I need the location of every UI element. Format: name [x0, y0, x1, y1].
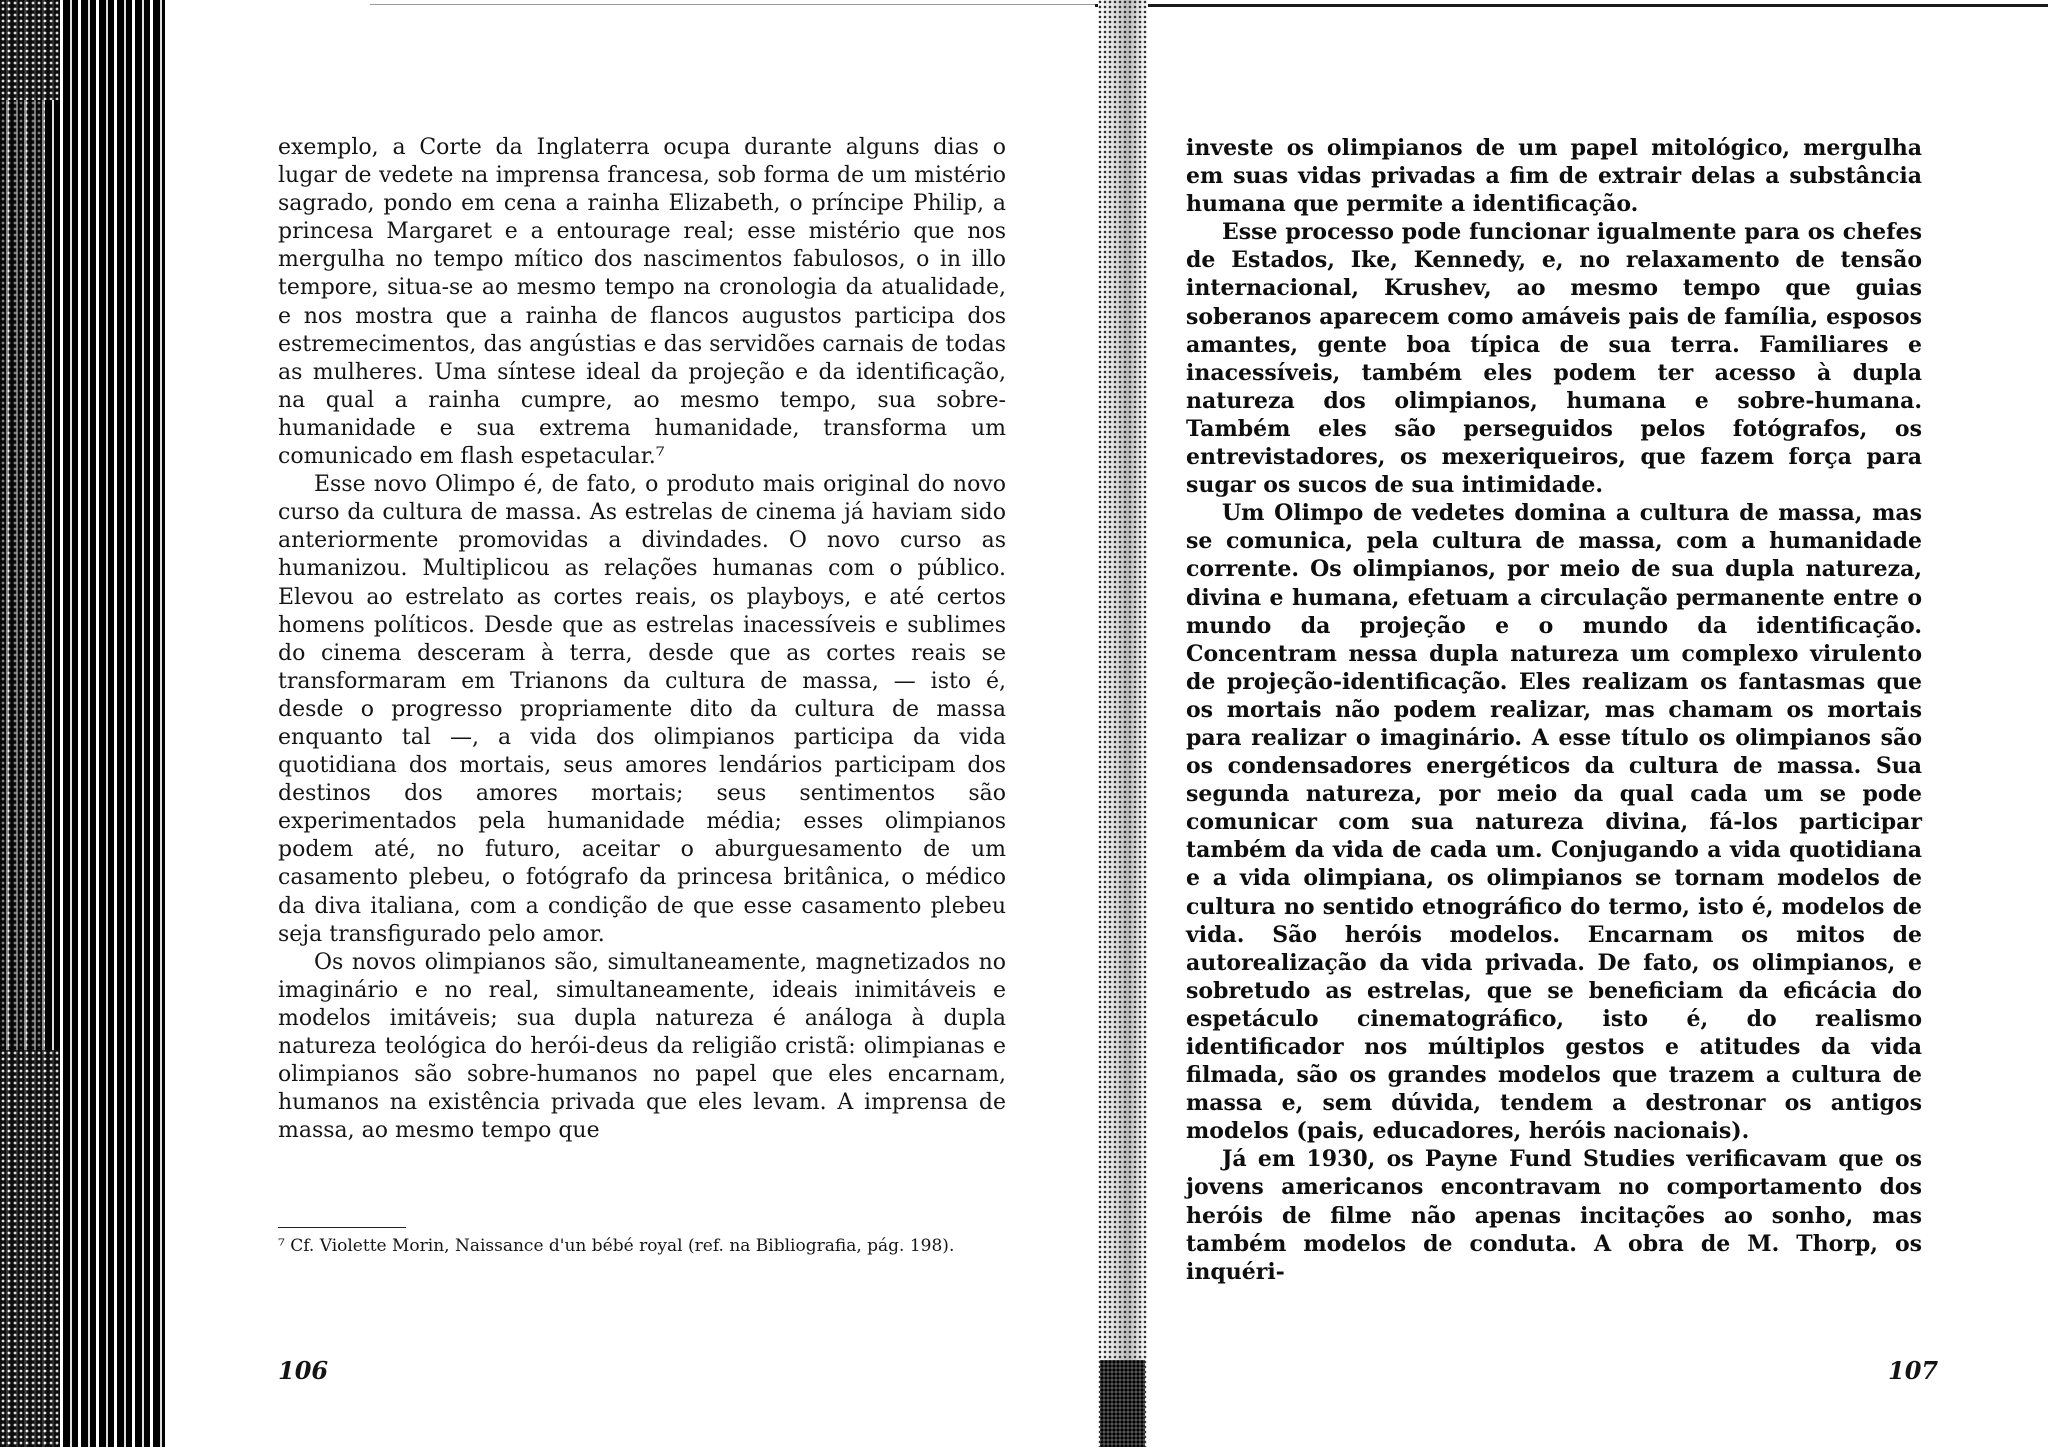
binding-speckle	[0, 0, 60, 100]
paragraph: investe os olimpianos de um papel mitológico, mergulha em suas vidas privadas a fim de extrair delas a substância humana que permite a identificação.	[1186, 135, 1922, 218]
book-binding-left	[0, 0, 165, 1447]
footnote: ⁷ Cf. Violette Morin, Naissance d'un bébé royal (ref. na Bibliografia, pág. 198).	[278, 1236, 955, 1256]
right-page-body	[1186, 134, 1922, 1286]
page-top-edge	[1095, 4, 2048, 7]
paragraph: Um Olimpo de vedetes domina a cultura de massa, mas se comunica, pela cultura de massa, com a humanidade corrente. Os olimpianos, por meio de sua dupla natureza, divina e humana, efetuam a circulação permanente entre o mundo da projeção e o mundo da identificação. Concentram nessa dupla natureza um complexo virulento de projeção-identificação. Eles realizam os fantasmas que os mortais não podem realizar, mas chamam os mortais para realizar o imaginário. A esse título os olimpianos são os condensadores energéticos da cultura de massa. Sua segunda natureza, por meio da qual cada um se pode comunicar com sua natureza divina, fá-los participar também da vida de cada um. Conjugando a vida quotidiana e a vida olimpiana, os olimpianos se tornam modelos de cultura no sentido etnográfico do termo, isto é, modelos de vida. São heróis modelos. Encarnam os mitos de autorealização da vida privada. De fato, os olimpianos, e sobretudo as estrelas, que se beneficiam da eficácia do espetáculo cinematográfico, isto é, do realismo identificador nos múltiplos gestos e atitudes da vida filmada, são os grandes modelos que trazem a cultura de massa e, sem dúvida, tendem a destronar os antigos modelos (pais, educadores, heróis nacionais).	[1186, 500, 1922, 1145]
page-number-left: 106	[278, 1356, 329, 1385]
paragraph: Os novos olimpianos são, simultaneamente, magnetizados no imaginário e no real, simultaneamente, ideais inimitáveis e modelos imitáveis; sua dupla natureza é análoga à dupla natureza teológica do herói-deus da religião cristã: olimpianas e olimpianos são sobre-humanos no papel que eles encarnam, humanos na existência privada que eles levam. A imprensa de massa, ao mesmo tempo que	[278, 949, 1006, 1144]
footnote-rule	[278, 1227, 406, 1228]
paragraph: Esse novo Olimpo é, de fato, o produto mais original do novo curso da cultura de massa. As estrelas de cinema já haviam sido anteriormente promovidas a divindades. O novo curso as humanizou. Multiplicou as relações humanas com o público. Elevou ao estrelato as cortes reais, os playboys, e até certos homens políticos. Desde que as estrelas inacessíveis e sublimes do cinema desceram à terra, desde que as cortes reais se transformaram em Trianons da cultura de massa, — isto é, desde o progresso propriamente dito da cultura de massa enquanto tal —, a vida dos olimpianos participa da vida quotidiana dos mortais, seus amores lendários participam dos destinos dos amores mortais; seus sentimentos são experimentados pela humanidade média; esses olimpianos podem até, no futuro, aceitar o aburguesamento de um casamento plebeu, o fotógrafo da princesa britânica, o médico da diva italiana, com a condição de que esse casamento plebeu seja transfigurado pelo amor.	[278, 472, 1006, 947]
binding-speckle	[0, 100, 45, 1050]
paragraph: Esse processo pode funcionar igualmente para os chefes de Estados, Ike, Kennedy, e, no relaxamento de tensão internacional, Krushev, ao mesmo tempo que guias soberanos aparecem como amáveis pais de família, esposos amantes, gente boa típica de sua terra. Familiares e inacessíveis, também eles podem ter acesso à dupla natureza dos olimpianos, humana e sobre-humana. Também eles são perseguidos pelos fotógrafos, os entrevistadores, os mexeriqueiros, que fazem força para sugar os sucos de sua intimidade.	[1186, 219, 1922, 499]
page-number-right: 107	[1888, 1356, 1939, 1385]
paragraph: Já em 1930, os Payne Fund Studies verificavam que os jovens americanos encontravam no comportamento dos heróis de filme não apenas incitações ao sonho, mas também modelos de conduta. A obra de M. Thorp, os inquéri-	[1186, 1146, 1922, 1285]
paragraph: exemplo, a Corte da Inglaterra ocupa durante alguns dias o lugar de vedete na imprensa francesa, sob forma de um mistério sagrado, pondo em cena a rainha Elizabeth, o príncipe Philip, a princesa Margaret e a entourage real; esse mistério que nos mergulha no tempo mítico dos nascimentos fabulosos, o in illo tempore, situa-se ao mesmo tempo na cronologia da atualidade, e nos mostra que a rainha de flancos augustos participa dos estremecimentos, das angústias e das servidões carnais de todas as mulheres. Uma síntese ideal da projeção e da identificação, na qual a rainha cumpre, ao mesmo tempo, sua sobre-humanidade e sua extrema humanidade, transforma um comunicado em flash espetacular.⁷	[278, 135, 1006, 470]
binding-speckle	[0, 1050, 60, 1447]
book-gutter	[1098, 0, 1148, 1447]
book-gutter-shadow	[1100, 1360, 1145, 1447]
page-top-edge	[370, 4, 1098, 5]
left-page-body	[278, 134, 1006, 1145]
